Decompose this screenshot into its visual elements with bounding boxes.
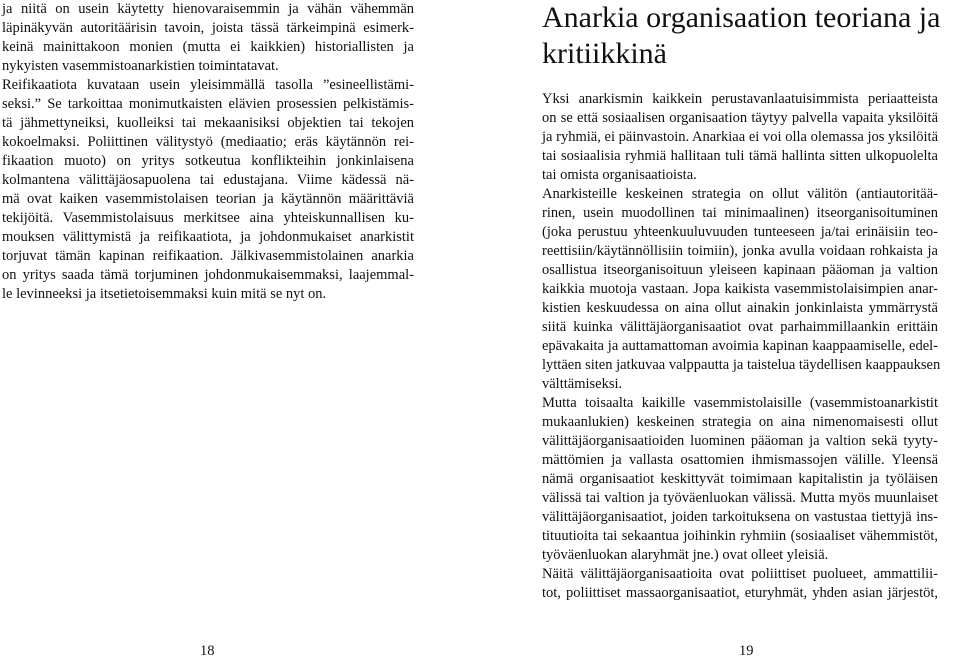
text-line: mättömien ja vallasta osattomien ihmismassojen välille. Yleensä xyxy=(542,452,938,468)
text-line: mouksen välittymistä ja reifikaatiota, ja johdonmukaiset anarkistit xyxy=(2,229,414,245)
text-line: mukaanlukien) keskeinen strategia on aina nimenomaisesti ollut xyxy=(542,414,938,430)
chapter-title xyxy=(542,0,941,72)
text-line: välittäjäorganisaatioiden luominen pääoman ja valtion sekä tyyty- xyxy=(542,433,938,449)
text-line: epävakaita ja auttamattoman avoimia kapinan kaappaamiselle, edel- xyxy=(542,338,938,354)
text-line: (joka perustuu yhteenkuuluvuuden tunteeseen ja/tai erinäisiin teo- xyxy=(542,224,938,240)
page-number: 18 xyxy=(200,643,215,659)
page-number: 19 xyxy=(739,643,754,659)
chapter-title-line: Anarkia organisaation teoriana ja xyxy=(542,1,941,34)
right-page xyxy=(480,0,960,665)
text-line: nykyisten vasemmistoanarkistien toimintatavat. xyxy=(2,58,279,74)
text-line: tekijöitä. Vasemmistolaisuus merkitsee aina yhteiskunnallisen ku- xyxy=(2,210,414,226)
text-line: lyttäen siten jatkuvaa valppautta ja taistelua täydellisen kaappauksen xyxy=(542,357,941,373)
text-line: tai sosiaalisia ryhmiä hallitaan tuli tämä hallinta sitten ulkopuolelta xyxy=(542,148,938,164)
text-line: rinen, usein muodollinen tai minimaalinen) itseorganisoituminen xyxy=(542,205,938,221)
text-line: torjuvat tämän kapinan reifikaation. Jälkivasemmistolainen anarkia xyxy=(2,248,414,264)
text-line: Mutta toisaalta kaikille vasemmistolaisille (vasemmistoanarkistit xyxy=(542,395,938,411)
text-line: tituutioita tai sekaantua joihinkin ryhmiin (sosiaaliset vähemmistöt, xyxy=(542,528,938,544)
text-line: välittäjäorganisaatiot, joiden tarkoituksena on vastustaa tiettyjä ins- xyxy=(542,509,938,525)
text-line: tot, poliittiset massaorganisaatiot, eturyhmät, yhden asian järjestöt, xyxy=(542,585,938,601)
right-page-text xyxy=(542,90,941,603)
text-line: työväenluokan alaryhmät jne.) ovat olleet yleisiä. xyxy=(542,547,829,563)
text-line: Anarkisteille keskeinen strategia on ollut välitön (antiautoritää- xyxy=(542,186,938,202)
right-page-body xyxy=(542,0,941,603)
text-line: ja niitä on usein käytetty hienovaraisemmin ja vähän vähemmän xyxy=(2,1,414,17)
text-line: kistien keskuudessa on aina ollut ainakin jonkinlaista ymmärrystä xyxy=(542,300,938,316)
text-line: fikaation muoto) on yritys sotkeutua konflikteihin jonkinlaisena xyxy=(2,153,414,169)
text-line: kokoelmaksi. Poliittinen välitystyö (mediaatio; eräs käytännön rei- xyxy=(2,134,414,150)
text-line: on yritys saada tämä torjuminen johdonmukaisemmaksi, laajemmal- xyxy=(2,267,414,283)
left-page-body xyxy=(2,0,414,304)
text-line: Näitä välittäjäorganisaatioita ovat poliittiset puolueet, ammattilii- xyxy=(542,566,938,582)
text-line: läpinäkyvän autoritäärisin tavoin, joista tässä tärkeimpinä esimerk- xyxy=(2,20,414,36)
text-line: nämä organisaatiot keskittyvät toimimaan kapitalistin ja työläisen xyxy=(542,471,938,487)
text-line: reettisiin/käytännöllisiin toimiin), jonka avulla voidaan rohkaista ja xyxy=(542,243,938,259)
text-line: seksi.” Se tarkoittaa monimutkaisten elävien prosessien pelkistämis- xyxy=(2,96,414,112)
text-line: kaikkia muotoja vastaan. Jopa kaikista vasemmistolaisimpien anar- xyxy=(542,281,938,297)
text-line: on se että sosiaalisen organisaation täytyy palvella vapaita yksilöitä xyxy=(542,110,938,126)
text-line: tä jähmettyneiksi, kuolleiksi tai mekaanisiksi objektien tai tekojen xyxy=(2,115,414,131)
text-line: Reifikaatiota kuvataan usein yleisimmällä tasolla ”esineellistämi- xyxy=(2,77,414,93)
chapter-title-line: kritiikkinä xyxy=(542,37,667,70)
text-line: keinä mainittakoon monien (mutta ei kaikkien) historiallisten ja xyxy=(2,39,414,55)
text-line: välttämiseksi. xyxy=(542,376,623,392)
text-line: mä ovat kaiken vasemmistolaisen teorian ja käytännön määrittäviä xyxy=(2,191,414,207)
text-line: siitä kuinka välittäjäorganisaatiot ovat parhaimmillaankin erittäin xyxy=(542,319,938,335)
text-line: tai omista organisaatioista. xyxy=(542,167,697,183)
text-line: Yksi anarkismin kaikkein perustavanlaatuisimmista periaatteista xyxy=(542,91,938,107)
text-line: le levinneeksi ja itsetietoisemmaksi kuin mitä se nyt on. xyxy=(2,286,327,302)
text-line: osallistua itseorganisoituun yleiseen kapinaan pääoman ja valtion xyxy=(542,262,938,278)
text-line: ja ryhmiä, ei päinvastoin. Anarkiaa ei voi olla olemassa jos yksilöitä xyxy=(542,129,938,145)
text-line: kolmantena välittäjäosapuolena tai edustajana. Viime kädessä nä- xyxy=(2,172,414,188)
text-line: välissä tai valtion ja työväenluokan välissä. Mutta myös muunlaiset xyxy=(542,490,938,506)
